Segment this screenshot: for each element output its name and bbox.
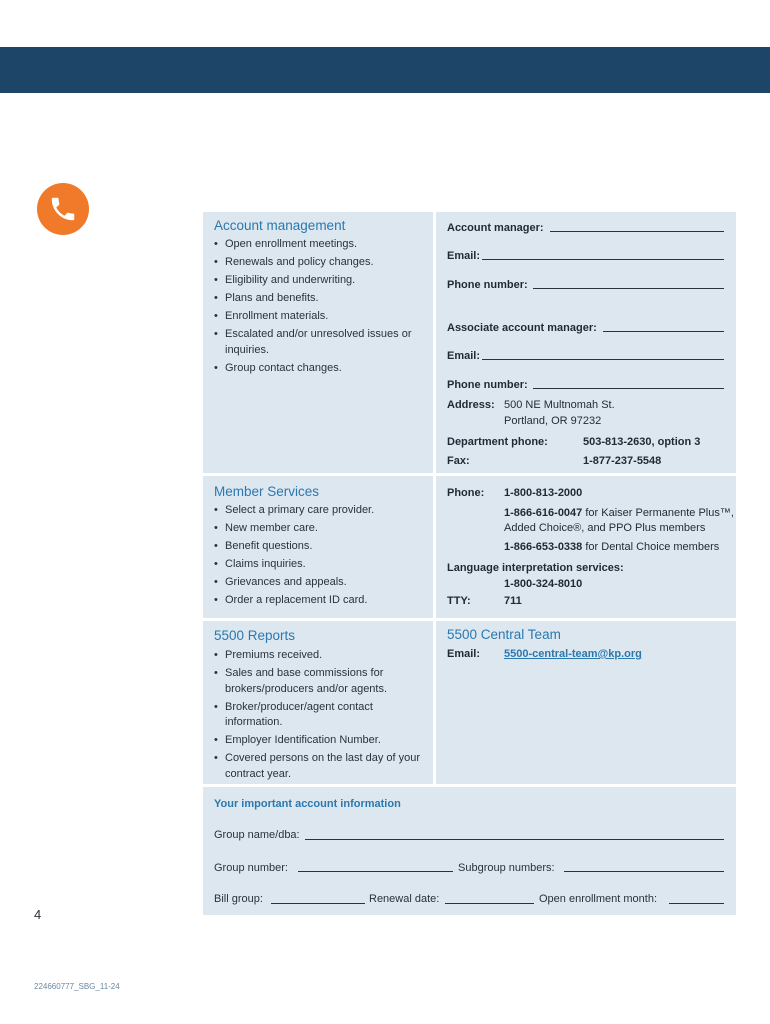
ms-phone-plus: 1-866-616-0047 for Kaiser Permanente Plus™, [504,507,734,519]
list-item: • Open enrollment meetings. [214,237,429,253]
reports-5500-list [214,648,429,785]
email-label: Email: [447,250,481,262]
associate-email-label: Email: [447,350,481,362]
group-number-field[interactable] [298,871,453,872]
account-management-title: Account management [214,218,346,233]
email-field[interactable] [482,259,724,260]
bill-group-label: Bill group: [214,893,263,905]
address-line1: 500 NE Multnomah St. [504,399,615,411]
account-info-title: Your important account information [214,798,401,810]
ms-phone-main: 1-800-813-2000 [504,487,583,499]
subgroup-numbers-label: Subgroup numbers: [458,862,555,874]
account-management-list [214,237,429,379]
open-enrollment-month-label: Open enrollment month: [539,893,658,905]
document-code: 224660777_SBG_11-24 [34,982,120,991]
header-band [0,47,770,93]
list-item: • Group contact changes. [214,361,429,377]
list-item: • Broker/producer/agent contact information. [214,700,429,731]
fax-label: Fax: [447,455,470,467]
renewal-date-field[interactable] [445,903,534,904]
language-services-phone: 1-800-324-8010 [504,578,583,590]
open-enrollment-month-field[interactable] [669,903,724,904]
account-manager-field[interactable] [550,231,724,232]
list-item: • Claims inquiries. [214,557,429,573]
associate-phone-field[interactable] [533,388,724,389]
list-item: • Eligibility and underwriting. [214,273,429,289]
list-item: • Grievances and appeals. [214,575,429,591]
associate-email-field[interactable] [482,359,724,360]
ms-phone-dental: 1-866-653-0338 for Dental Choice members [504,541,720,553]
list-item: • Covered persons on the last day of your contract year. [214,751,429,782]
member-services-list [214,503,429,611]
ms-phone-label: Phone: [447,487,485,499]
group-number-label: Group number: [214,862,288,874]
language-services-label: Language interpretation services: [447,562,624,574]
list-item: • New member care. [214,521,429,537]
list-item: • Escalated and/or unresolved issues or inquiries. [214,327,429,358]
fax-value: 1-877-237-5548 [583,455,662,467]
renewal-date-label: Renewal date: [369,893,440,905]
associate-account-manager-label: Associate account manager: [447,322,597,334]
associate-phone-label: Phone number: [447,379,528,391]
account-manager-label: Account manager: [447,222,544,234]
member-services-title: Member Services [214,484,320,499]
list-item: • Select a primary care provider. [214,503,429,519]
bill-group-field[interactable] [271,903,365,904]
list-item: • Enrollment materials. [214,309,429,325]
central-team-email-link[interactable]: 5500-central-team@kp.org [504,648,642,660]
phone-icon-glyph [48,194,78,224]
tty-label: TTY: [447,595,471,607]
department-phone-label: Department phone: [447,436,548,448]
subgroup-numbers-field[interactable] [564,871,724,872]
group-name-label: Group name/dba: [214,829,300,841]
associate-account-manager-field[interactable] [603,331,724,332]
phone-number-field[interactable] [533,288,724,289]
phone-number-label: Phone number: [447,279,528,291]
address-label: Address: [447,399,495,411]
list-item: • Plans and benefits. [214,291,429,307]
ms-phone-plus-desc: Added Choice®, and PPO Plus members [504,522,706,534]
central-team-email-label: Email: [447,648,481,660]
list-item: • Employer Identification Number. [214,733,429,749]
list-item: • Sales and base commissions for brokers/producers and/or agents. [214,666,429,697]
address-line2: Portland, OR 97232 [504,415,602,427]
list-item: • Premiums received. [214,648,429,664]
list-item: • Benefit questions. [214,539,429,555]
tty-value: 711 [504,595,522,607]
department-phone-value: 503-813-2630, option 3 [583,436,701,448]
group-name-field[interactable] [305,839,724,840]
page-number: 4 [34,907,42,922]
list-item: • Order a replacement ID card. [214,593,429,609]
central-team-title: 5500 Central Team [447,627,561,642]
phone-icon [37,183,89,235]
list-item: • Renewals and policy changes. [214,255,429,271]
reports-5500-title: 5500 Reports [214,628,296,643]
